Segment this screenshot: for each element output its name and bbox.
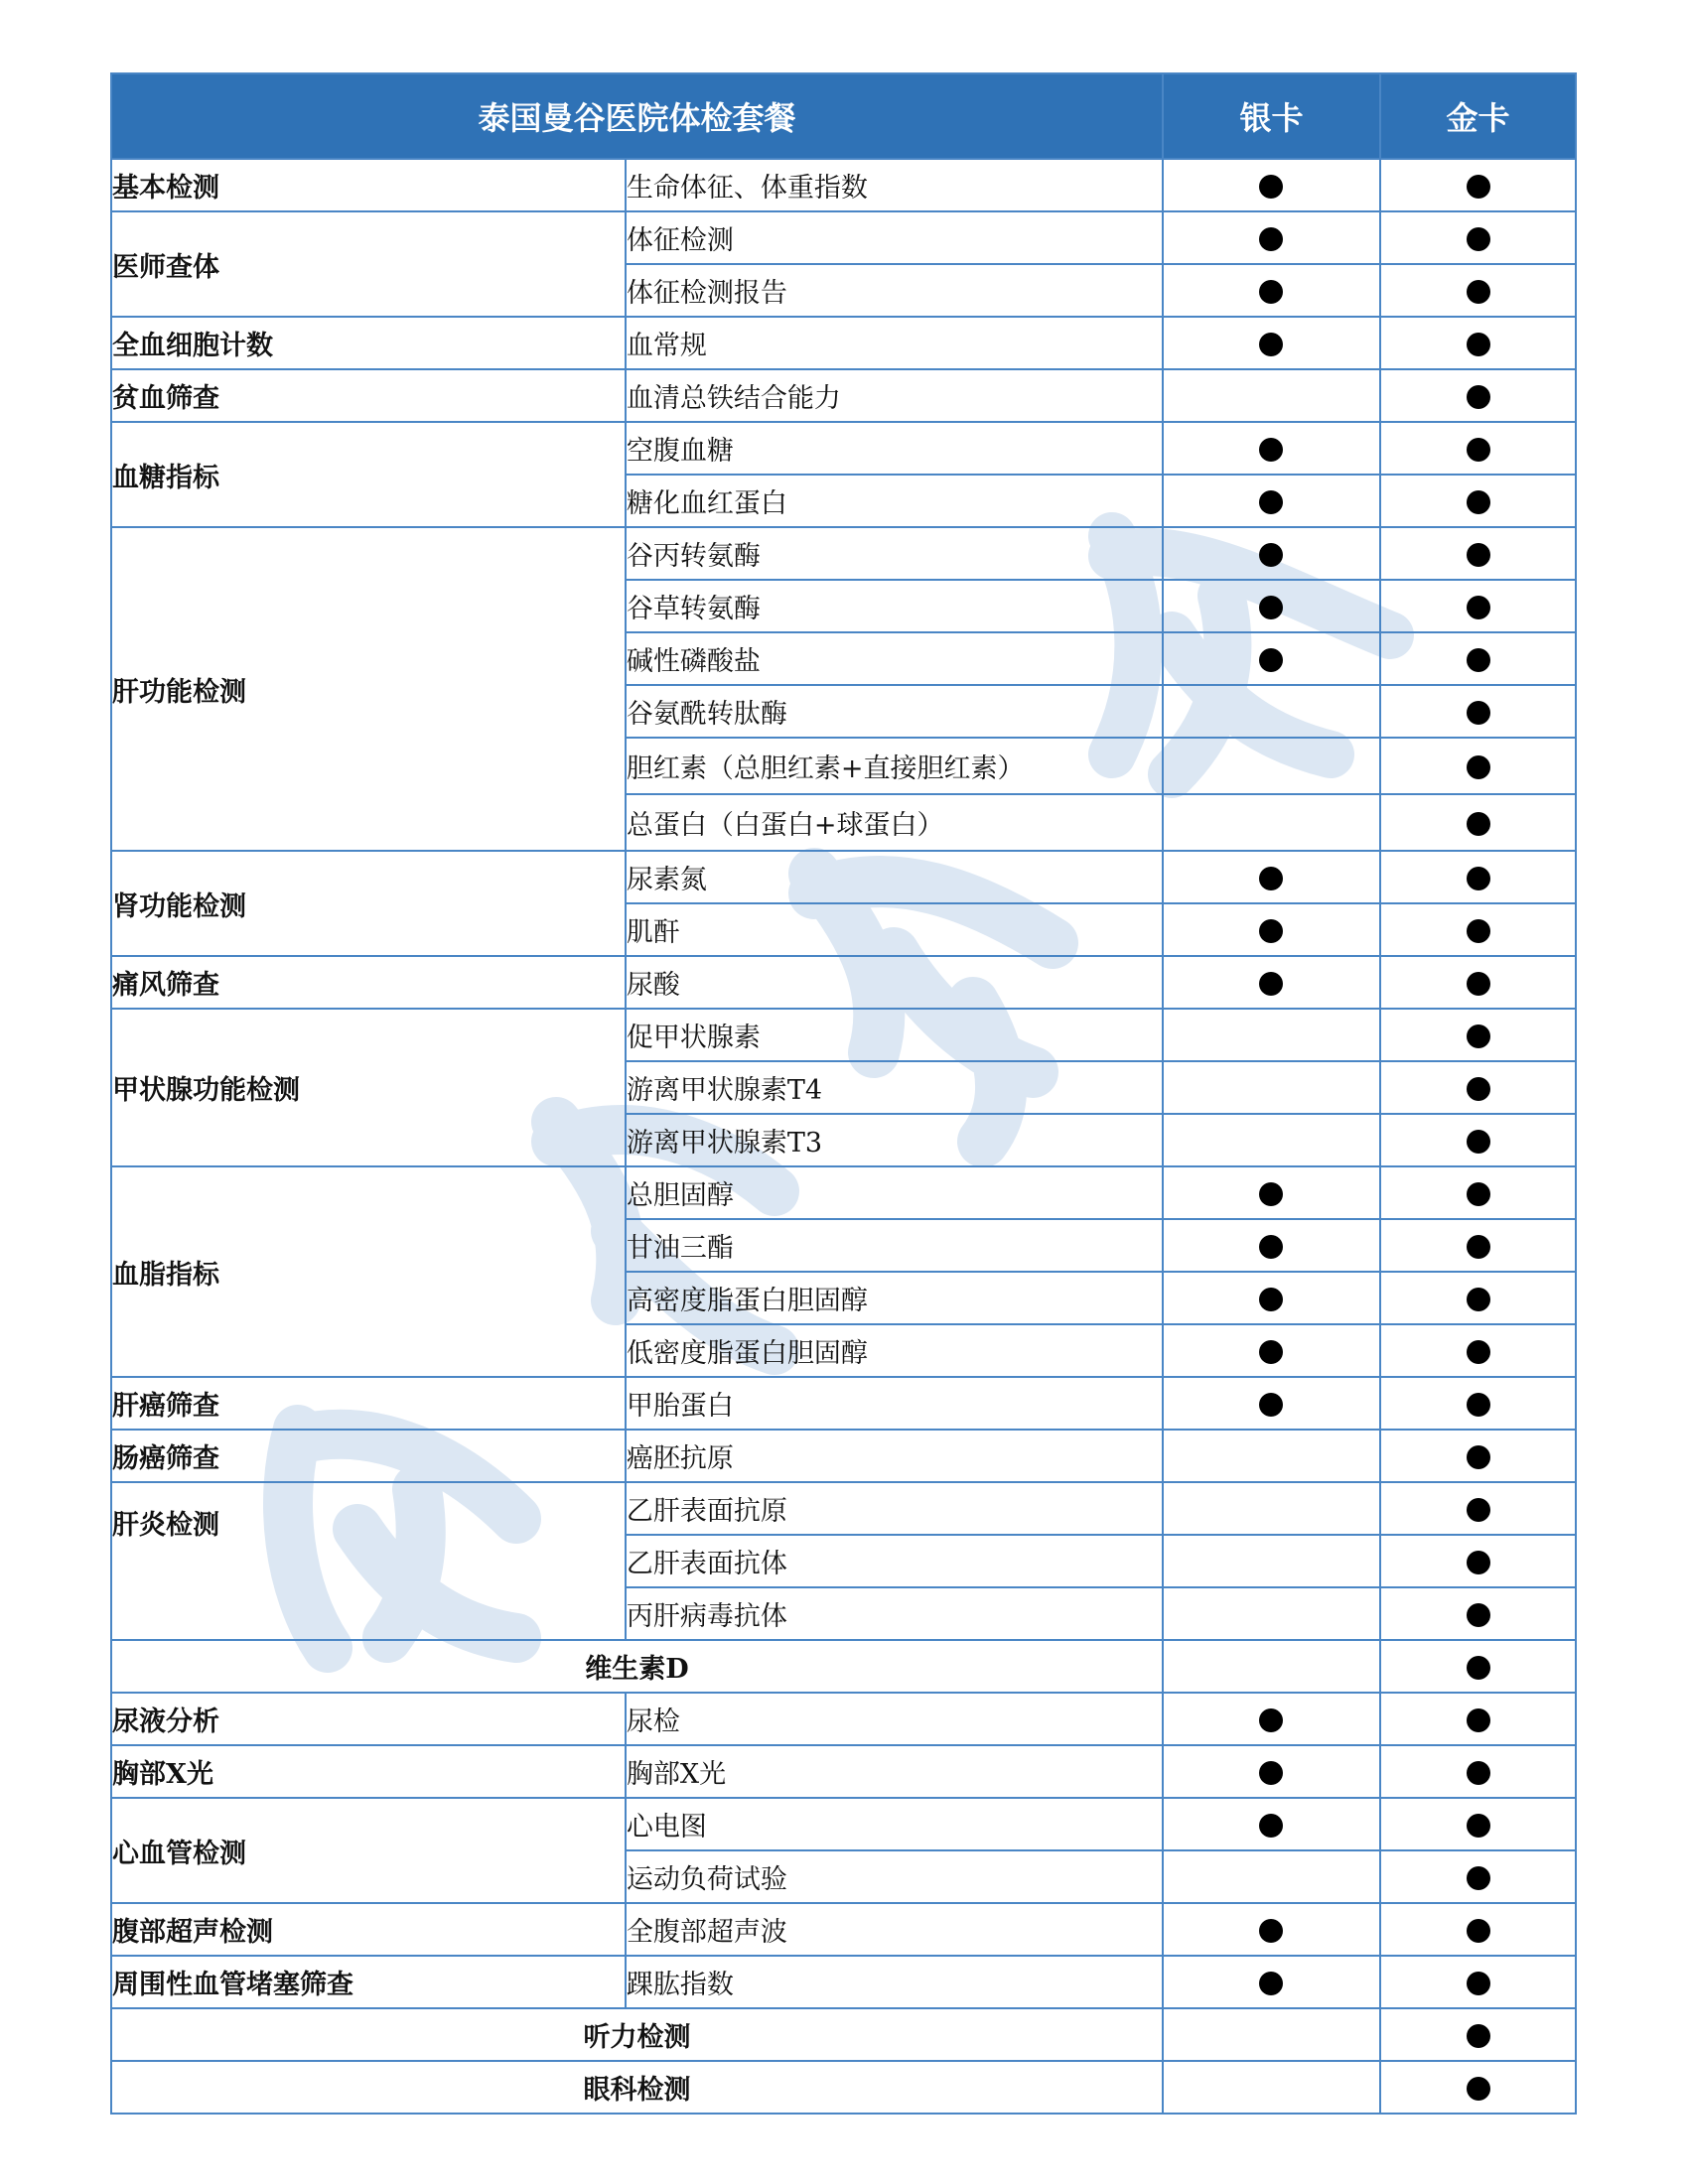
silver-cell (1163, 1535, 1380, 1587)
silver-cell (1163, 1377, 1380, 1430)
gold-included-icon (1467, 1130, 1490, 1154)
gold-included-icon (1467, 1498, 1490, 1522)
item-cell: 踝肱指数 (626, 1956, 1163, 2008)
item-cell: 心电图 (626, 1798, 1163, 1850)
gold-included-icon (1467, 1340, 1490, 1364)
item-cell: 全腹部超声波 (626, 1903, 1163, 1956)
gold-included-icon (1467, 1182, 1490, 1206)
silver-included-icon (1259, 1235, 1283, 1259)
gold-cell (1380, 903, 1576, 956)
table-row (111, 211, 1576, 264)
gold-included-icon (1467, 333, 1490, 356)
silver-included-icon (1259, 972, 1283, 996)
item-cell: 高密度脂蛋白胆固醇 (626, 1272, 1163, 1324)
table-row (111, 1693, 1576, 1745)
silver-included-icon (1259, 1393, 1283, 1417)
silver-included-icon (1259, 919, 1283, 943)
silver-included-icon (1259, 1919, 1283, 1943)
header-row (111, 73, 1576, 159)
item-cell: 胆红素（总胆红素+直接胆红素） (626, 738, 1163, 794)
table-row (111, 1482, 1576, 1535)
silver-cell (1163, 1219, 1380, 1272)
item-cell: 糖化血红蛋白 (626, 475, 1163, 527)
category-cell: 医师查体 (111, 211, 626, 317)
gold-cell (1380, 738, 1576, 794)
silver-cell (1163, 2008, 1380, 2061)
silver-included-icon (1259, 1340, 1283, 1364)
item-cell: 体征检测 (626, 211, 1163, 264)
silver-cell (1163, 685, 1380, 738)
silver-cell (1163, 1587, 1380, 1640)
gold-cell (1380, 1430, 1576, 1482)
silver-cell (1163, 1114, 1380, 1166)
table-row (111, 851, 1576, 903)
gold-included-icon (1467, 1708, 1490, 1732)
gold-cell (1380, 369, 1576, 422)
item-cell: 尿检 (626, 1693, 1163, 1745)
silver-included-icon (1259, 490, 1283, 514)
gold-cell (1380, 1114, 1576, 1166)
silver-cell (1163, 1640, 1380, 1693)
silver-card-header: 银卡 (1163, 73, 1380, 159)
silver-cell (1163, 1166, 1380, 1219)
silver-included-icon (1259, 227, 1283, 251)
silver-included-icon (1259, 1708, 1283, 1732)
category-cell: 胸部X光 (111, 1745, 626, 1798)
table-row (111, 1166, 1576, 1219)
silver-cell (1163, 1272, 1380, 1324)
gold-cell (1380, 1956, 1576, 2008)
gold-cell (1380, 1850, 1576, 1903)
silver-cell (1163, 475, 1380, 527)
gold-cell (1380, 1693, 1576, 1745)
gold-cell (1380, 1272, 1576, 1324)
table-row (111, 369, 1576, 422)
gold-cell (1380, 632, 1576, 685)
gold-cell (1380, 1903, 1576, 1956)
silver-cell (1163, 317, 1380, 369)
silver-cell (1163, 211, 1380, 264)
gold-included-icon (1467, 1656, 1490, 1680)
gold-cell (1380, 1166, 1576, 1219)
package-table (110, 72, 1577, 2115)
silver-cell (1163, 851, 1380, 903)
silver-cell (1163, 1798, 1380, 1850)
gold-included-icon (1467, 1235, 1490, 1259)
silver-included-icon (1259, 1972, 1283, 1995)
silver-cell (1163, 903, 1380, 956)
table-row (111, 956, 1576, 1009)
table-body (111, 159, 1576, 2114)
silver-cell (1163, 264, 1380, 317)
gold-cell (1380, 1745, 1576, 1798)
gold-cell (1380, 1377, 1576, 1430)
category-cell: 肠癌筛查 (111, 1430, 626, 1482)
gold-cell (1380, 2008, 1576, 2061)
silver-cell (1163, 1430, 1380, 1482)
silver-included-icon (1259, 1182, 1283, 1206)
gold-included-icon (1467, 2077, 1490, 2101)
silver-cell (1163, 159, 1380, 211)
item-cell: 谷氨酰转肽酶 (626, 685, 1163, 738)
item-cell: 游离甲状腺素T3 (626, 1114, 1163, 1166)
silver-cell (1163, 1956, 1380, 2008)
gold-included-icon (1467, 1972, 1490, 1995)
silver-included-icon (1259, 280, 1283, 304)
item-cell: 谷草转氨酶 (626, 580, 1163, 632)
silver-included-icon (1259, 1814, 1283, 1838)
item-cell: 低密度脂蛋白胆固醇 (626, 1324, 1163, 1377)
gold-included-icon (1467, 648, 1490, 672)
item-cell: 体征检测报告 (626, 264, 1163, 317)
silver-cell (1163, 1009, 1380, 1061)
gold-included-icon (1467, 1603, 1490, 1627)
gold-cell (1380, 580, 1576, 632)
gold-cell (1380, 264, 1576, 317)
gold-included-icon (1467, 1024, 1490, 1048)
gold-cell (1380, 1798, 1576, 1850)
item-cell: 总胆固醇 (626, 1166, 1163, 1219)
item-cell: 空腹血糖 (626, 422, 1163, 475)
gold-included-icon (1467, 227, 1490, 251)
item-cell: 游离甲状腺素T4 (626, 1061, 1163, 1114)
silver-cell (1163, 1745, 1380, 1798)
item-cell: 乙肝表面抗原 (626, 1482, 1163, 1535)
gold-included-icon (1467, 1077, 1490, 1101)
gold-included-icon (1467, 919, 1490, 943)
item-cell: 碱性磷酸盐 (626, 632, 1163, 685)
category-cell: 眼科检测 (111, 2061, 1163, 2114)
gold-included-icon (1467, 701, 1490, 725)
gold-included-icon (1467, 1919, 1490, 1943)
category-cell: 听力检测 (111, 2008, 1163, 2061)
silver-cell (1163, 369, 1380, 422)
gold-included-icon (1467, 543, 1490, 567)
silver-cell (1163, 956, 1380, 1009)
table-row (111, 2061, 1576, 2114)
item-cell: 尿酸 (626, 956, 1163, 1009)
silver-cell (1163, 1850, 1380, 1903)
category-cell: 甲状腺功能检测 (111, 1009, 626, 1166)
silver-cell (1163, 1693, 1380, 1745)
gold-cell (1380, 1640, 1576, 1693)
item-cell: 运动负荷试验 (626, 1850, 1163, 1903)
category-cell: 尿液分析 (111, 1693, 626, 1745)
gold-included-icon (1467, 490, 1490, 514)
silver-cell (1163, 1324, 1380, 1377)
table-title: 泰国曼谷医院体检套餐 (111, 73, 1163, 159)
silver-included-icon (1259, 438, 1283, 462)
silver-cell (1163, 1061, 1380, 1114)
item-cell: 促甲状腺素 (626, 1009, 1163, 1061)
item-cell: 甘油三酯 (626, 1219, 1163, 1272)
silver-included-icon (1259, 543, 1283, 567)
gold-included-icon (1467, 438, 1490, 462)
gold-included-icon (1467, 755, 1490, 779)
gold-cell (1380, 527, 1576, 580)
gold-included-icon (1467, 2024, 1490, 2048)
category-cell: 肾功能检测 (111, 851, 626, 956)
item-cell: 总蛋白（白蛋白+球蛋白） (626, 794, 1163, 851)
silver-cell (1163, 738, 1380, 794)
gold-included-icon (1467, 280, 1490, 304)
table-row (111, 422, 1576, 475)
silver-cell (1163, 1482, 1380, 1535)
gold-included-icon (1467, 972, 1490, 996)
item-cell: 谷丙转氨酶 (626, 527, 1163, 580)
gold-included-icon (1467, 1551, 1490, 1574)
category-cell: 贫血筛查 (111, 369, 626, 422)
gold-cell (1380, 211, 1576, 264)
gold-cell (1380, 1482, 1576, 1535)
item-cell: 胸部X光 (626, 1745, 1163, 1798)
gold-cell (1380, 956, 1576, 1009)
category-cell: 心血管检测 (111, 1798, 626, 1903)
gold-cell (1380, 1009, 1576, 1061)
gold-cell (1380, 422, 1576, 475)
gold-cell (1380, 1219, 1576, 1272)
silver-included-icon (1259, 1761, 1283, 1785)
gold-cell (1380, 317, 1576, 369)
table-row (111, 159, 1576, 211)
gold-card-header: 金卡 (1380, 73, 1576, 159)
gold-cell (1380, 685, 1576, 738)
silver-cell (1163, 632, 1380, 685)
silver-cell (1163, 422, 1380, 475)
gold-cell (1380, 1324, 1576, 1377)
gold-included-icon (1467, 1288, 1490, 1311)
gold-included-icon (1467, 1761, 1490, 1785)
item-cell: 血常规 (626, 317, 1163, 369)
category-cell: 肝癌筛查 (111, 1377, 626, 1430)
gold-cell (1380, 1587, 1576, 1640)
item-cell: 乙肝表面抗体 (626, 1535, 1163, 1587)
silver-cell (1163, 580, 1380, 632)
item-cell: 癌胚抗原 (626, 1430, 1163, 1482)
gold-included-icon (1467, 867, 1490, 890)
category-cell: 腹部超声检测 (111, 1903, 626, 1956)
category-cell: 血脂指标 (111, 1166, 626, 1377)
table-row (111, 1640, 1576, 1693)
category-cell: 痛风筛查 (111, 956, 626, 1009)
category-cell: 血糖指标 (111, 422, 626, 527)
table-row (111, 1377, 1576, 1430)
gold-cell (1380, 1061, 1576, 1114)
gold-included-icon (1467, 812, 1490, 836)
gold-cell (1380, 794, 1576, 851)
category-cell: 维生素D (111, 1640, 1163, 1693)
table-row (111, 1956, 1576, 2008)
category-cell: 肝功能检测 (111, 527, 626, 851)
gold-included-icon (1467, 596, 1490, 619)
table-row (111, 317, 1576, 369)
table-row (111, 2008, 1576, 2061)
table-row (111, 1430, 1576, 1482)
silver-included-icon (1259, 648, 1283, 672)
gold-included-icon (1467, 1814, 1490, 1838)
table-row (111, 1798, 1576, 1850)
item-cell: 血清总铁结合能力 (626, 369, 1163, 422)
table-row (111, 1745, 1576, 1798)
item-cell: 丙肝病毒抗体 (626, 1587, 1163, 1640)
silver-cell (1163, 527, 1380, 580)
gold-cell (1380, 1535, 1576, 1587)
category-cell: 全血细胞计数 (111, 317, 626, 369)
gold-included-icon (1467, 1866, 1490, 1890)
item-cell: 甲胎蛋白 (626, 1377, 1163, 1430)
gold-cell (1380, 475, 1576, 527)
gold-cell (1380, 851, 1576, 903)
gold-cell (1380, 159, 1576, 211)
gold-included-icon (1467, 385, 1490, 409)
item-cell: 肌酐 (626, 903, 1163, 956)
gold-included-icon (1467, 1445, 1490, 1469)
silver-included-icon (1259, 1288, 1283, 1311)
category-cell: 基本检测 (111, 159, 626, 211)
silver-cell (1163, 794, 1380, 851)
gold-included-icon (1467, 1393, 1490, 1417)
silver-cell (1163, 1903, 1380, 1956)
silver-included-icon (1259, 333, 1283, 356)
item-cell: 尿素氮 (626, 851, 1163, 903)
gold-cell (1380, 2061, 1576, 2114)
category-cell: 周围性血管堵塞筛查 (111, 1956, 626, 2008)
category-cell: 肝炎检测 (111, 1482, 626, 1640)
item-cell: 生命体征、体重指数 (626, 159, 1163, 211)
silver-included-icon (1259, 867, 1283, 890)
silver-cell (1163, 2061, 1380, 2114)
silver-included-icon (1259, 175, 1283, 199)
silver-included-icon (1259, 596, 1283, 619)
gold-included-icon (1467, 175, 1490, 199)
table-row (111, 1903, 1576, 1956)
table-row (111, 527, 1576, 580)
table-row (111, 1009, 1576, 1061)
